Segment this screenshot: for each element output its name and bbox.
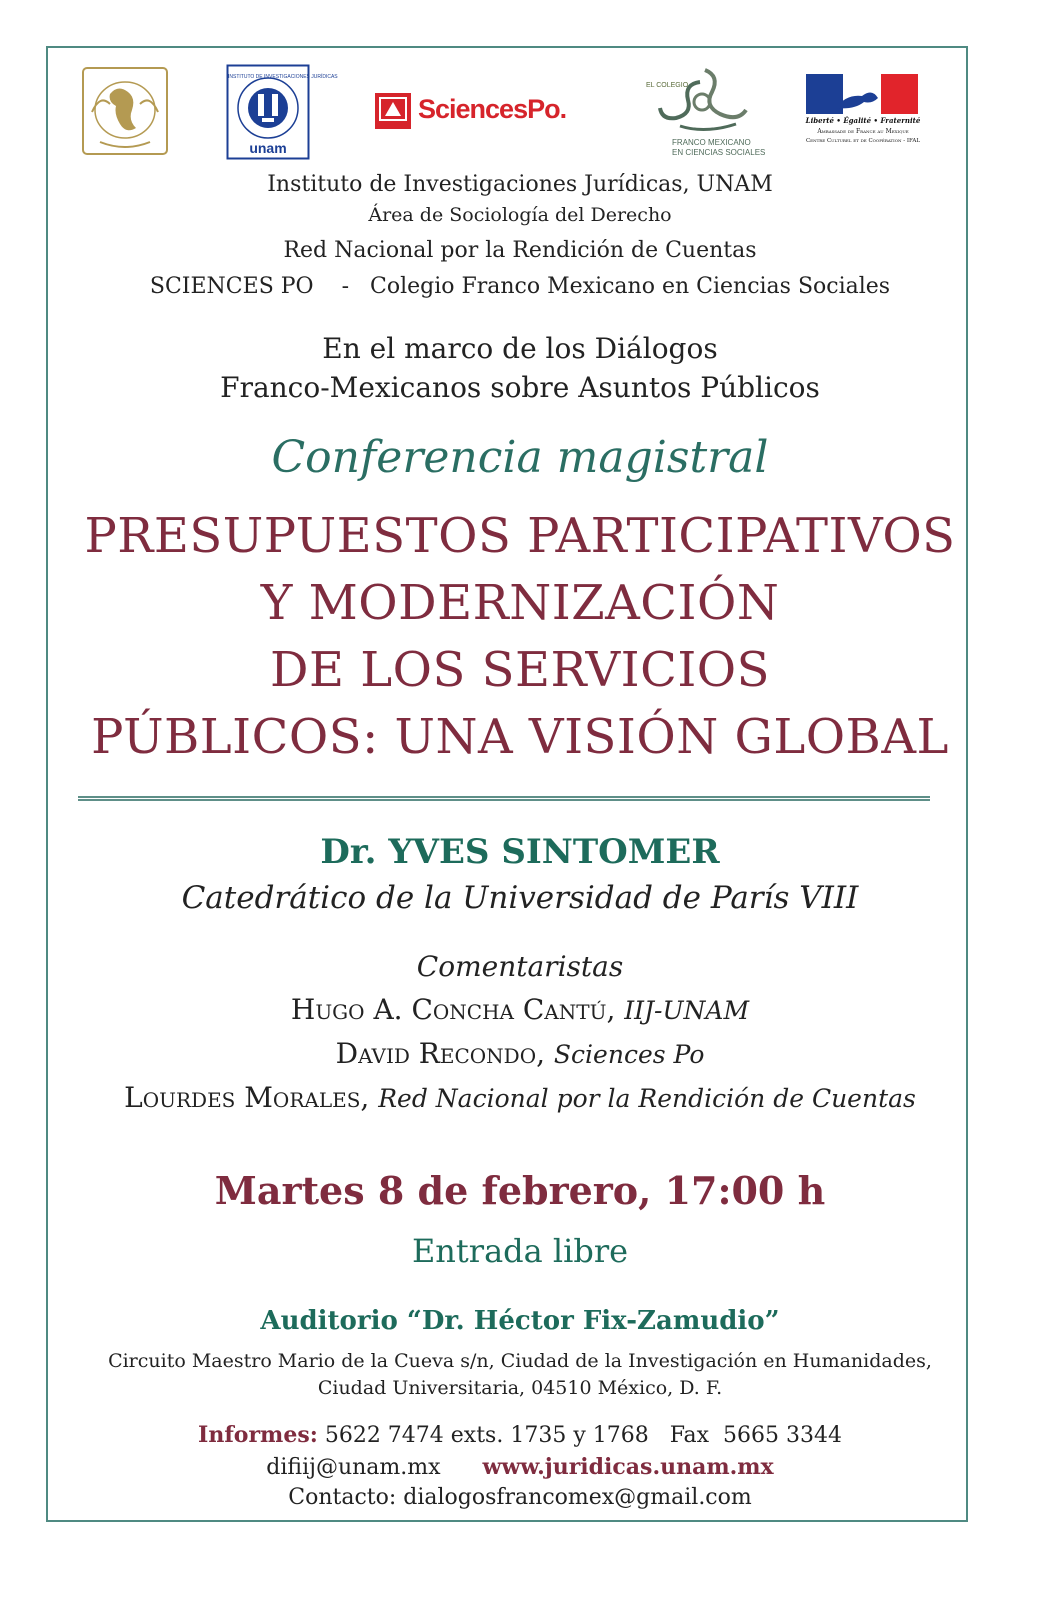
- commentator-1: [0, 993, 1040, 1026]
- commentator-1-affiliation: IIJ-UNAM: [624, 996, 750, 1025]
- info-label: Informes:: [198, 1422, 318, 1448]
- event-date: Martes 8 de febrero, 17:00 h: [214, 1168, 826, 1213]
- divider-rule: [78, 796, 930, 801]
- france-line-2: Centre Culturel et de Coopération - IFAL: [805, 138, 921, 144]
- title-line-4: PÚBLICOS: UNA VISIÓN GLOBAL: [91, 709, 949, 765]
- france-motto: Liberté • Égalité • Fraternité: [805, 116, 921, 125]
- commentator-2: [0, 1037, 1040, 1070]
- title-line-2: Y MODERNIZACIÓN: [260, 575, 780, 631]
- marco-line-2: Franco-Mexicanos sobre Asuntos Públicos: [220, 371, 820, 404]
- sciencespo-logo: [374, 92, 584, 132]
- colegio-bottom-text-2: EN CIENCIAS SOCIALES: [672, 148, 766, 157]
- colegio-top-text: EL COLEGIO: [646, 82, 689, 89]
- speaker-affiliation: Catedrático de la Universidad de París VIII: [181, 880, 859, 916]
- venue-name: Auditorio “Dr. Héctor Fix-Zamudio”: [260, 1306, 780, 1336]
- event-entry: Entrada libre: [411, 1232, 629, 1270]
- sciencespo-wordmark: SciencesPo.: [418, 94, 567, 124]
- organizer-separator: -: [341, 274, 350, 299]
- commentator-3-name: Lourdes Morales,: [124, 1081, 370, 1114]
- commentator-1-name: Hugo A. Concha Cantú,: [290, 993, 616, 1026]
- speaker-name: Dr. YVES SINTOMER: [320, 832, 720, 872]
- title-line-1: PRESUPUESTOS PARTICIPATIVOS: [84, 508, 956, 564]
- iij-ring-text: INSTITUTO DE INVESTIGACIONES JURÍDICAS: [228, 74, 338, 80]
- commentator-3-affiliation: Red Nacional por la Rendición de Cuentas: [378, 1084, 916, 1113]
- france-embassy-logo: [804, 74, 922, 156]
- marco-line-1: En el marco de los Diálogos: [322, 332, 718, 365]
- commentator-2-affiliation: Sciences Po: [553, 1040, 705, 1069]
- organizer-line-2: Área de Sociología del Derecho: [368, 204, 672, 226]
- conference-label: Conferencia magistral: [271, 432, 769, 483]
- commentators-heading: Comentaristas: [416, 950, 624, 983]
- iij-unam-logo-icon: [226, 64, 338, 160]
- venue-address-2: Ciudad Universitaria, 04510 México, D. F.: [317, 1377, 723, 1399]
- france-line-1: Ambassade de France au Mexique: [817, 128, 909, 135]
- organizer-colegio: Colegio Franco Mexicano en Ciencias Sociales: [370, 274, 891, 299]
- organizer-line-1: Instituto de Investigaciones Jurídicas, UNAM: [267, 172, 773, 197]
- colegio-swirl-icon: [650, 62, 760, 134]
- marianne-flag-icon: [806, 74, 918, 114]
- iij-unam-text: unam: [249, 140, 287, 156]
- commentator-2-name: David Recondo,: [335, 1037, 546, 1070]
- info-web-line: [0, 1454, 1040, 1480]
- info-line: [0, 1422, 1040, 1448]
- unam-seal-icon: [80, 64, 170, 159]
- info-phones: 5622 7474 exts. 1735 y 1768 Fax 5665 3344: [324, 1423, 842, 1448]
- title-line-3: DE LOS SERVICIOS: [269, 642, 771, 698]
- colegio-franco-mexicano-logo: [644, 62, 768, 160]
- info-email[interactable]: difiij@unam.mx: [266, 1455, 441, 1480]
- colegio-bottom-text-1: FRANCO MEXICANO: [672, 138, 751, 147]
- info-contact[interactable]: Contacto: dialogosfrancomex@gmail.com: [288, 1485, 752, 1510]
- venue-address-1: Circuito Maestro Mario de la Cueva s/n, Ciudad de la Investigación en Humanidades,: [108, 1350, 932, 1372]
- organizer-line-4: [0, 274, 1040, 299]
- poster-frame: [46, 46, 968, 1522]
- commentator-3: [0, 1081, 1040, 1114]
- website-link[interactable]: www.juridicas.unam.mx: [482, 1454, 774, 1480]
- sciencespo-emblem-icon: [374, 92, 412, 130]
- organizer-sciences-po: SCIENCES PO: [149, 274, 314, 299]
- organizer-line-3: Red Nacional por la Rendición de Cuentas: [283, 238, 757, 263]
